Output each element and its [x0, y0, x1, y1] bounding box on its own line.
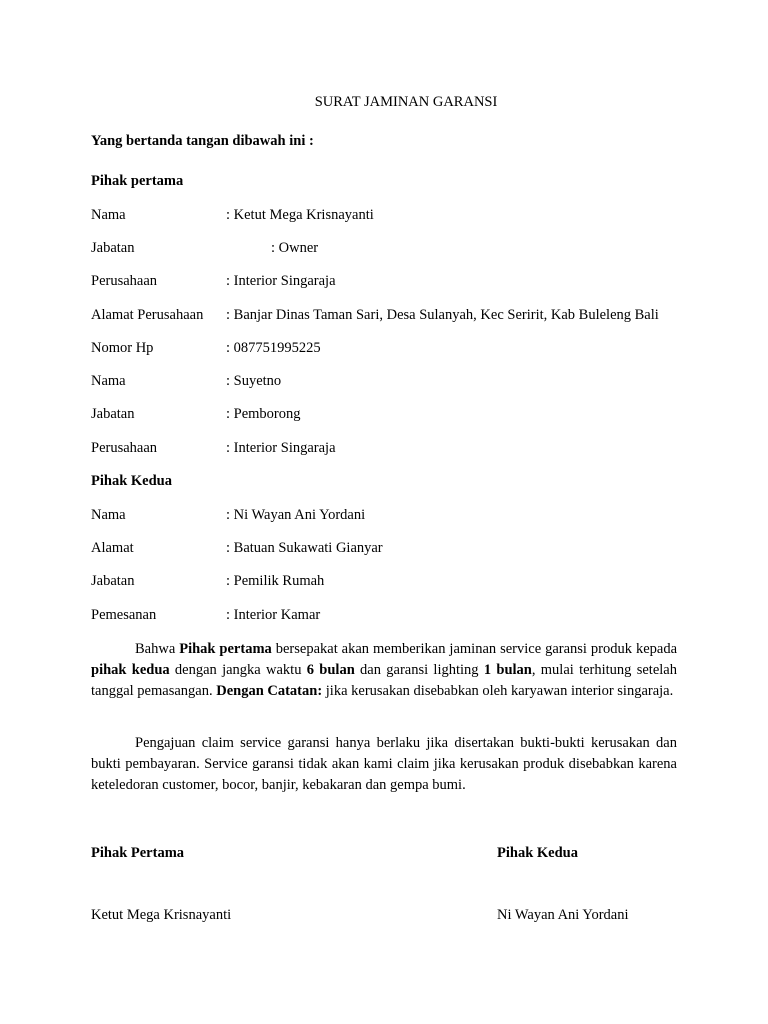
- field-label-perusahaan: Perusahaan: [91, 273, 158, 289]
- field-label-nama-2: Nama: [91, 373, 126, 389]
- field-label-alamat: Alamat: [91, 540, 134, 556]
- signature-name-right: Ni Wayan Ani Yordani: [497, 907, 629, 923]
- paragraph-bold-text: Pihak pertama: [179, 641, 272, 657]
- signature-heading-left: Pihak Pertama: [91, 845, 185, 861]
- paragraph-text: dengan jangka waktu: [169, 662, 307, 679]
- intro-text: Yang bertanda tangan dibawah ini :: [91, 133, 314, 149]
- document-title: SURAT JAMINAN GARANSI: [314, 94, 498, 110]
- field-label-jabatan: Jabatan: [91, 240, 135, 256]
- field-label-nama: Nama: [91, 207, 126, 223]
- field-label-alamat-perusahaan: Alamat Perusahaan: [91, 307, 204, 323]
- party-one-heading: Pihak pertama: [91, 173, 184, 189]
- field-value-nama: : Ketut Mega Krisnayanti: [226, 207, 374, 223]
- paragraph-text: jika kerusakan disebabkan oleh karyawan interior singaraja.: [322, 683, 674, 700]
- paragraph-bold-text: pihak kedua: [91, 662, 170, 679]
- signature-name-left: Ketut Mega Krisnayanti: [91, 907, 232, 923]
- field-label-jabatan-kedua: Jabatan: [91, 573, 135, 589]
- field-value-alamat-perusahaan: : Banjar Dinas Taman Sari, Desa Sulanyah, Kec Seririt, Kab Buleleng Bali: [226, 307, 659, 323]
- field-value-jabatan-2: : Pemborong: [226, 406, 301, 422]
- paragraph-text: bersepakat akan memberikan jaminan service garansi produk kepada: [271, 641, 678, 657]
- field-value-pemesanan: : Interior Kamar: [226, 607, 321, 623]
- signature-heading-right: Pihak Kedua: [497, 845, 578, 861]
- paragraph-text: Bahwa: [135, 641, 180, 657]
- party-two-heading: Pihak Kedua: [91, 473, 172, 489]
- field-label-jabatan-2: Jabatan: [91, 406, 135, 422]
- paragraph-bold-text: 1 bulan: [483, 662, 532, 679]
- field-label-perusahaan-2: Perusahaan: [91, 440, 158, 456]
- paragraph-bold-text: 6 bulan: [306, 662, 355, 679]
- field-value-jabatan: : Owner: [271, 240, 319, 256]
- field-value-nama-2: : Suyetno: [226, 373, 282, 389]
- field-value-perusahaan-2: : Interior Singaraja: [226, 440, 336, 456]
- paragraph-text: dan garansi lighting: [354, 662, 484, 679]
- field-value-nama-kedua: : Ni Wayan Ani Yordani: [226, 507, 366, 523]
- field-label-nomor-hp: Nomor Hp: [91, 340, 154, 356]
- field-label-nama-kedua: Nama: [91, 507, 126, 523]
- field-label-pemesanan: Pemesanan: [91, 607, 157, 623]
- paragraph-bold-text: Dengan Catatan:: [216, 683, 323, 700]
- field-value-perusahaan: : Interior Singaraja: [226, 273, 336, 289]
- warranty-paragraph: [91, 639, 677, 703]
- field-value-nomor-hp: : 087751995225: [226, 340, 321, 356]
- paragraph-text: , mulai terhitung setelah tanggal pemasangan.: [91, 662, 677, 700]
- claim-paragraph: Pengajuan claim service garansi hanya berlaku jika disertakan bukti-bukti kerusakan dan bukti pembayaran. Service garansi tidak akan kami claim jika kerusakan produk disebabkan karena keteledoran customer, bocor, banjir, kebakaran dan gempa bumi.: [91, 735, 677, 794]
- field-value-alamat: : Batuan Sukawati Gianyar: [226, 540, 383, 556]
- field-value-jabatan-kedua: : Pemilik Rumah: [226, 573, 325, 589]
